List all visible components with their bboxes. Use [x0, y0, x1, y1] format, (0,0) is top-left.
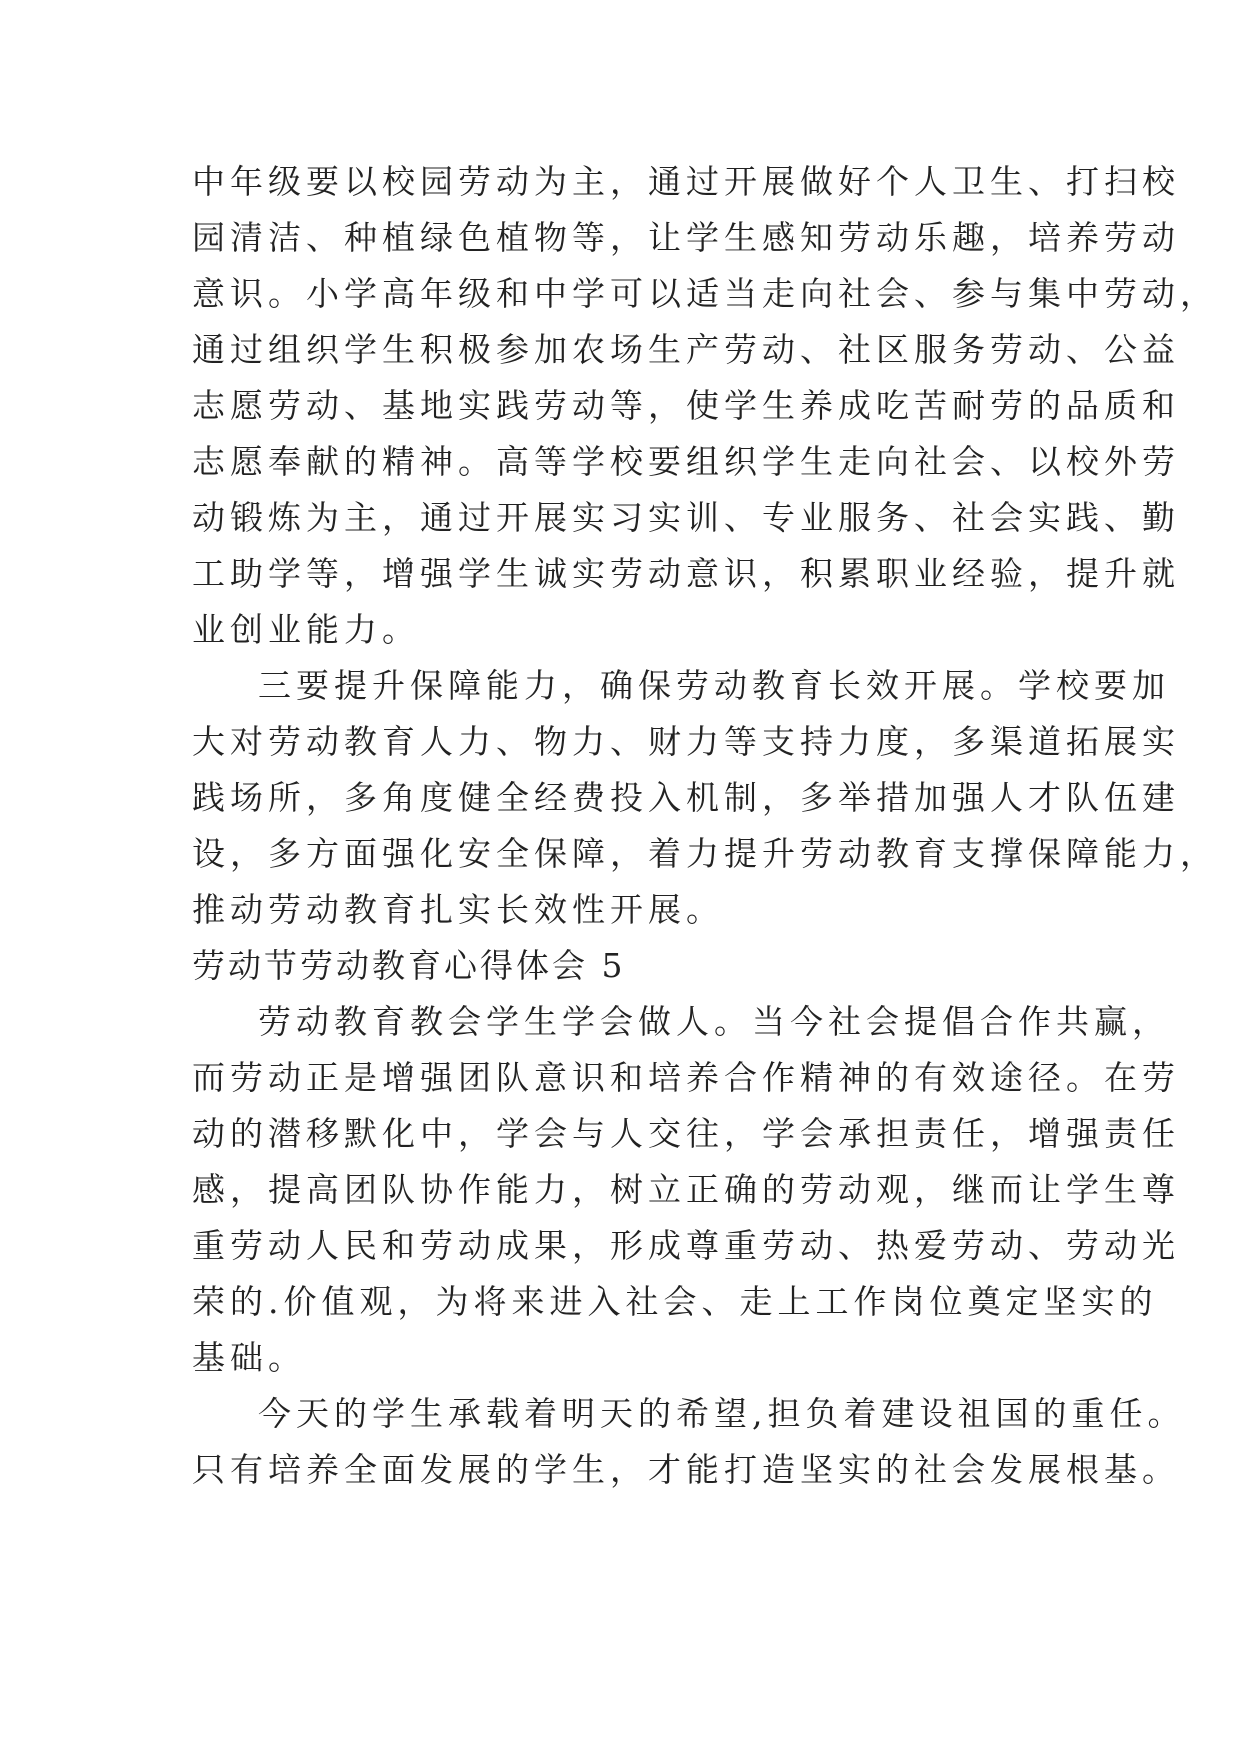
paragraph-line: 基础。 — [192, 1338, 306, 1377]
paragraph-line: 动的潜移默化中，学会与人交往，学会承担责任，增强责任 — [192, 1114, 1180, 1153]
paragraph-line: 只有培养全面发展的学生，才能打造坚实的社会发展根基。 — [192, 1450, 1180, 1489]
paragraph-line: 推动劳动教育扎实长效性开展。 — [192, 890, 724, 929]
paragraph-line: 今天的学生承载着明天的希望,担负着建设祖国的重任。 — [258, 1394, 1186, 1433]
paragraph-line: 而劳动正是增强团队意识和培养合作精神的有效途径。在劳 — [192, 1058, 1180, 1097]
paragraph-line: 志愿奉献的精神。高等学校要组织学生走向社会、以校外劳 — [192, 442, 1180, 481]
paragraph-line: 大对劳动教育人力、物力、财力等支持力度，多渠道拓展实 — [192, 722, 1180, 761]
paragraph-line: 重劳动人民和劳动成果，形成尊重劳动、热爱劳动、劳动光 — [192, 1226, 1180, 1265]
paragraph-line: 三要提升保障能力，确保劳动教育长效开展。学校要加 — [258, 666, 1170, 705]
paragraph-line: 通过组织学生积极参加农场生产劳动、社区服务劳动、公益 — [192, 330, 1180, 369]
paragraph-line: 园清洁、种植绿色植物等，让学生感知劳动乐趣，培养劳动 — [192, 218, 1180, 257]
paragraph-line: 劳动教育教会学生学会做人。当今社会提倡合作共赢， — [258, 1002, 1170, 1041]
paragraph-line: 志愿劳动、基地实践劳动等，使学生养成吃苦耐劳的品质和 — [192, 386, 1180, 425]
paragraph-line: 中年级要以校园劳动为主，通过开展做好个人卫生、打扫校 — [192, 162, 1180, 201]
section-heading: 劳动节劳动教育心得体会 5 — [192, 946, 626, 985]
paragraph-line: 设，多方面强化安全保障，着力提升劳动教育支撑保障能力， — [192, 834, 1218, 873]
paragraph-line: 工助学等，增强学生诚实劳动意识，积累职业经验，提升就 — [192, 554, 1180, 593]
paragraph-line: 动锻炼为主，通过开展实习实训、专业服务、社会实践、勤 — [192, 498, 1180, 537]
paragraph-line: 感，提高团队协作能力，树立正确的劳动观，继而让学生尊 — [192, 1170, 1180, 1209]
paragraph-line: 意识。小学高年级和中学可以适当走向社会、参与集中劳动， — [192, 274, 1218, 313]
paragraph-line: 践场所，多角度健全经费投入机制，多举措加强人才队伍建 — [192, 778, 1180, 817]
paragraph-line: 业创业能力。 — [192, 610, 420, 649]
paragraph-line: 荣的.价值观，为将来进入社会、走上工作岗位奠定坚实的 — [192, 1282, 1158, 1321]
